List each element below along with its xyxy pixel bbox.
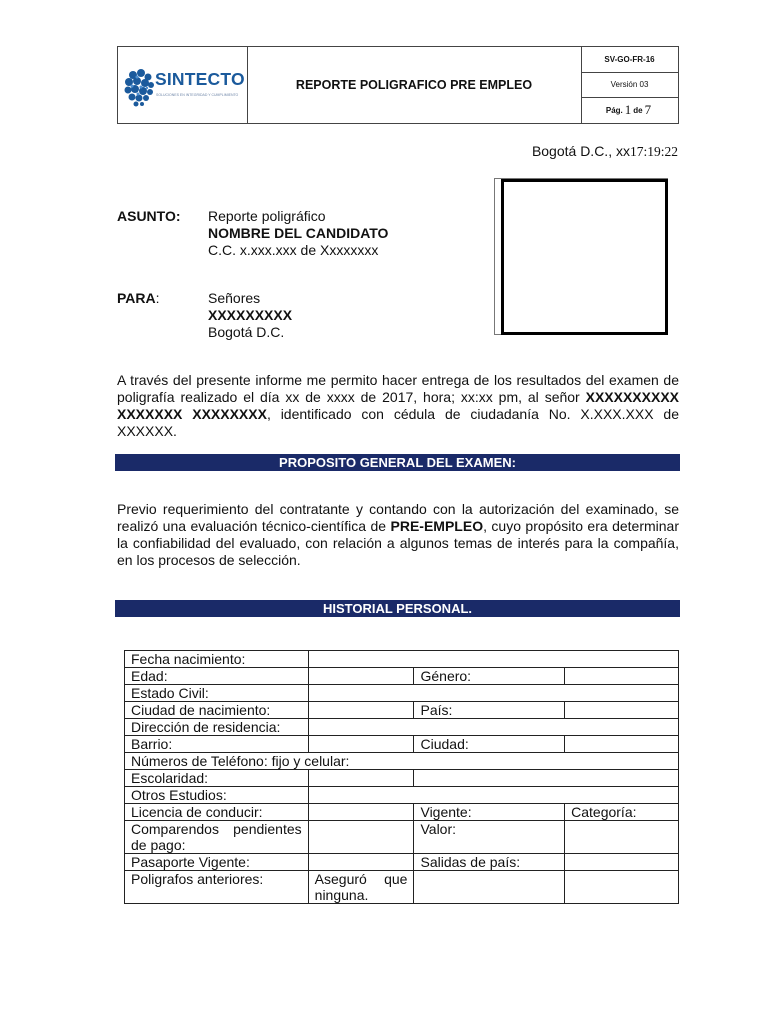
time-text: 17:19:22 [629, 144, 678, 159]
candidate-id: C.C. x.xxx.xxx de Xxxxxxxx [208, 242, 379, 258]
otros-estudios-label: Otros Estudios: [125, 787, 309, 804]
asunto-label: ASUNTO: [117, 208, 181, 224]
estado-civil-value[interactable] [308, 685, 678, 702]
place-date [532, 143, 678, 160]
candidate-name: NOMBRE DEL CANDIDATO [208, 225, 389, 241]
otros-estudios-value[interactable] [308, 787, 678, 804]
section-heading-historial: HISTORIAL PERSONAL. [115, 600, 680, 617]
table-row [125, 719, 679, 736]
para-colon: : [155, 290, 160, 306]
barrio-label: Barrio: [125, 736, 309, 753]
page-number: 1 [624, 102, 632, 117]
pais-label: País: [414, 702, 565, 719]
licencia-label: Licencia de conducir: [125, 804, 309, 821]
logo-wordmark: SINTECTO [155, 69, 245, 89]
page-prefix: Pág. [605, 105, 623, 115]
comparendos-value[interactable] [308, 821, 414, 854]
valor-value[interactable] [565, 821, 679, 854]
page-total: 7 [644, 102, 652, 117]
genero-value[interactable] [565, 668, 679, 685]
direccion-label: Dirección de residencia: [125, 719, 309, 736]
personal-history-table [124, 650, 679, 904]
categoria-label: Categoría: [565, 804, 679, 821]
barrio-value[interactable] [308, 736, 414, 753]
place-date-text: Bogotá D.C., xx [531, 143, 630, 159]
section-heading-proposito: PROPOSITO GENERAL DEL EXAMEN: [115, 454, 680, 471]
comparendos-label-line2: de pago: [131, 837, 186, 853]
genero-label: Género: [414, 668, 565, 685]
purpose-paragraph [117, 501, 679, 569]
table-row [125, 821, 679, 854]
ciudad-nacimiento-label: Ciudad de nacimiento: [125, 702, 309, 719]
document-code: SV-GO-FR-16 [581, 47, 678, 73]
table-row [125, 736, 679, 753]
document-version: Versión 03 [581, 72, 678, 98]
intro-text-1: A través del presente informe me permito hacer entrega de los resultados del examen de poligrafía realizado el día xx de xxxx de 2017, hora; xx:xx pm, al señor [117, 372, 679, 405]
edad-value[interactable] [308, 668, 414, 685]
purpose-text-1: Previo requerimiento del contratante y contando con la autorización del examinado, se realizó una evaluación técnico-científica de [117, 501, 679, 534]
pasaporte-value[interactable] [308, 854, 414, 871]
table-row [125, 770, 679, 787]
document-header [117, 46, 679, 124]
licencia-value[interactable] [308, 804, 414, 821]
poligrafos-extra-1[interactable] [414, 871, 565, 904]
escolaridad-value[interactable] [308, 770, 414, 787]
table-row [125, 753, 679, 770]
intro-text-2: , identificado con cédula de ciudadanía No. X.XXX.XXX de XXXXXX. [117, 406, 679, 439]
telefonos-label: Números de Teléfono: fijo y celular: [125, 753, 679, 770]
table-row [125, 685, 679, 702]
document-title: REPORTE POLIGRAFICO PRE EMPLEO [247, 47, 582, 123]
pasaporte-label: Pasaporte Vigente: [125, 854, 309, 871]
poligrafos-label: Poligrafos anteriores: [125, 871, 309, 904]
table-row [125, 854, 679, 871]
logo-tagline: SOLUCIONES EN INTEGRIDAD Y CUMPLIMIENTO [156, 93, 239, 97]
intro-name: XXXXXXXXXX XXXXXXX XXXXXXXX [117, 389, 679, 422]
ciudad-label: Ciudad: [414, 736, 565, 753]
table-row [125, 871, 679, 904]
escolaridad-extra[interactable] [414, 770, 679, 787]
comparendos-label [125, 821, 309, 854]
recipient-city: Bogotá D.C. [208, 324, 285, 340]
intro-paragraph [117, 372, 679, 440]
poligrafos-value-line2: ninguna. [314, 887, 369, 903]
vigente-label: Vigente: [414, 804, 565, 821]
poligrafos-extra-2[interactable] [565, 871, 679, 904]
para-label-text: PARA [117, 290, 156, 306]
edad-label: Edad: [125, 668, 309, 685]
estado-civil-label: Estado Civil: [125, 685, 309, 702]
table-row [125, 651, 679, 668]
table-row [125, 668, 679, 685]
table-row [125, 787, 679, 804]
asunto-line1: Reporte poligráfico [208, 208, 326, 224]
poligrafos-value[interactable] [308, 871, 414, 904]
comparendos-label-line1: Comparendos pendientes [131, 821, 302, 837]
escolaridad-label: Escolaridad: [125, 770, 309, 787]
direccion-value[interactable] [308, 719, 678, 736]
ciudad-value[interactable] [565, 736, 679, 753]
logo-cell [118, 47, 248, 123]
brain-logo-icon [123, 67, 155, 107]
para-label [117, 290, 160, 307]
salidas-label: Salidas de país: [414, 854, 565, 871]
fecha-nacimiento-value[interactable] [308, 651, 678, 668]
pais-value[interactable] [565, 702, 679, 719]
table-row [125, 702, 679, 719]
photo-frame [501, 179, 668, 335]
valor-label: Valor: [414, 821, 565, 854]
table-row [125, 804, 679, 821]
purpose-bold: PRE-EMPLEO [390, 518, 484, 534]
recipient-name: XXXXXXXXX [208, 307, 293, 323]
salidas-value[interactable] [565, 854, 679, 871]
poligrafos-value-line1: Aseguró que [314, 871, 408, 887]
fecha-nacimiento-label: Fecha nacimiento: [125, 651, 309, 668]
page-counter [581, 97, 678, 123]
ciudad-nacimiento-value[interactable] [308, 702, 414, 719]
para-line1: Señores [208, 290, 261, 306]
page-of: de [633, 105, 643, 115]
purpose-text-2: , cuyo propósito era determinar la confiabilidad del evaluado, con relación a algunos temas de interés para la compañía, en los procesos de selección. [117, 518, 680, 568]
